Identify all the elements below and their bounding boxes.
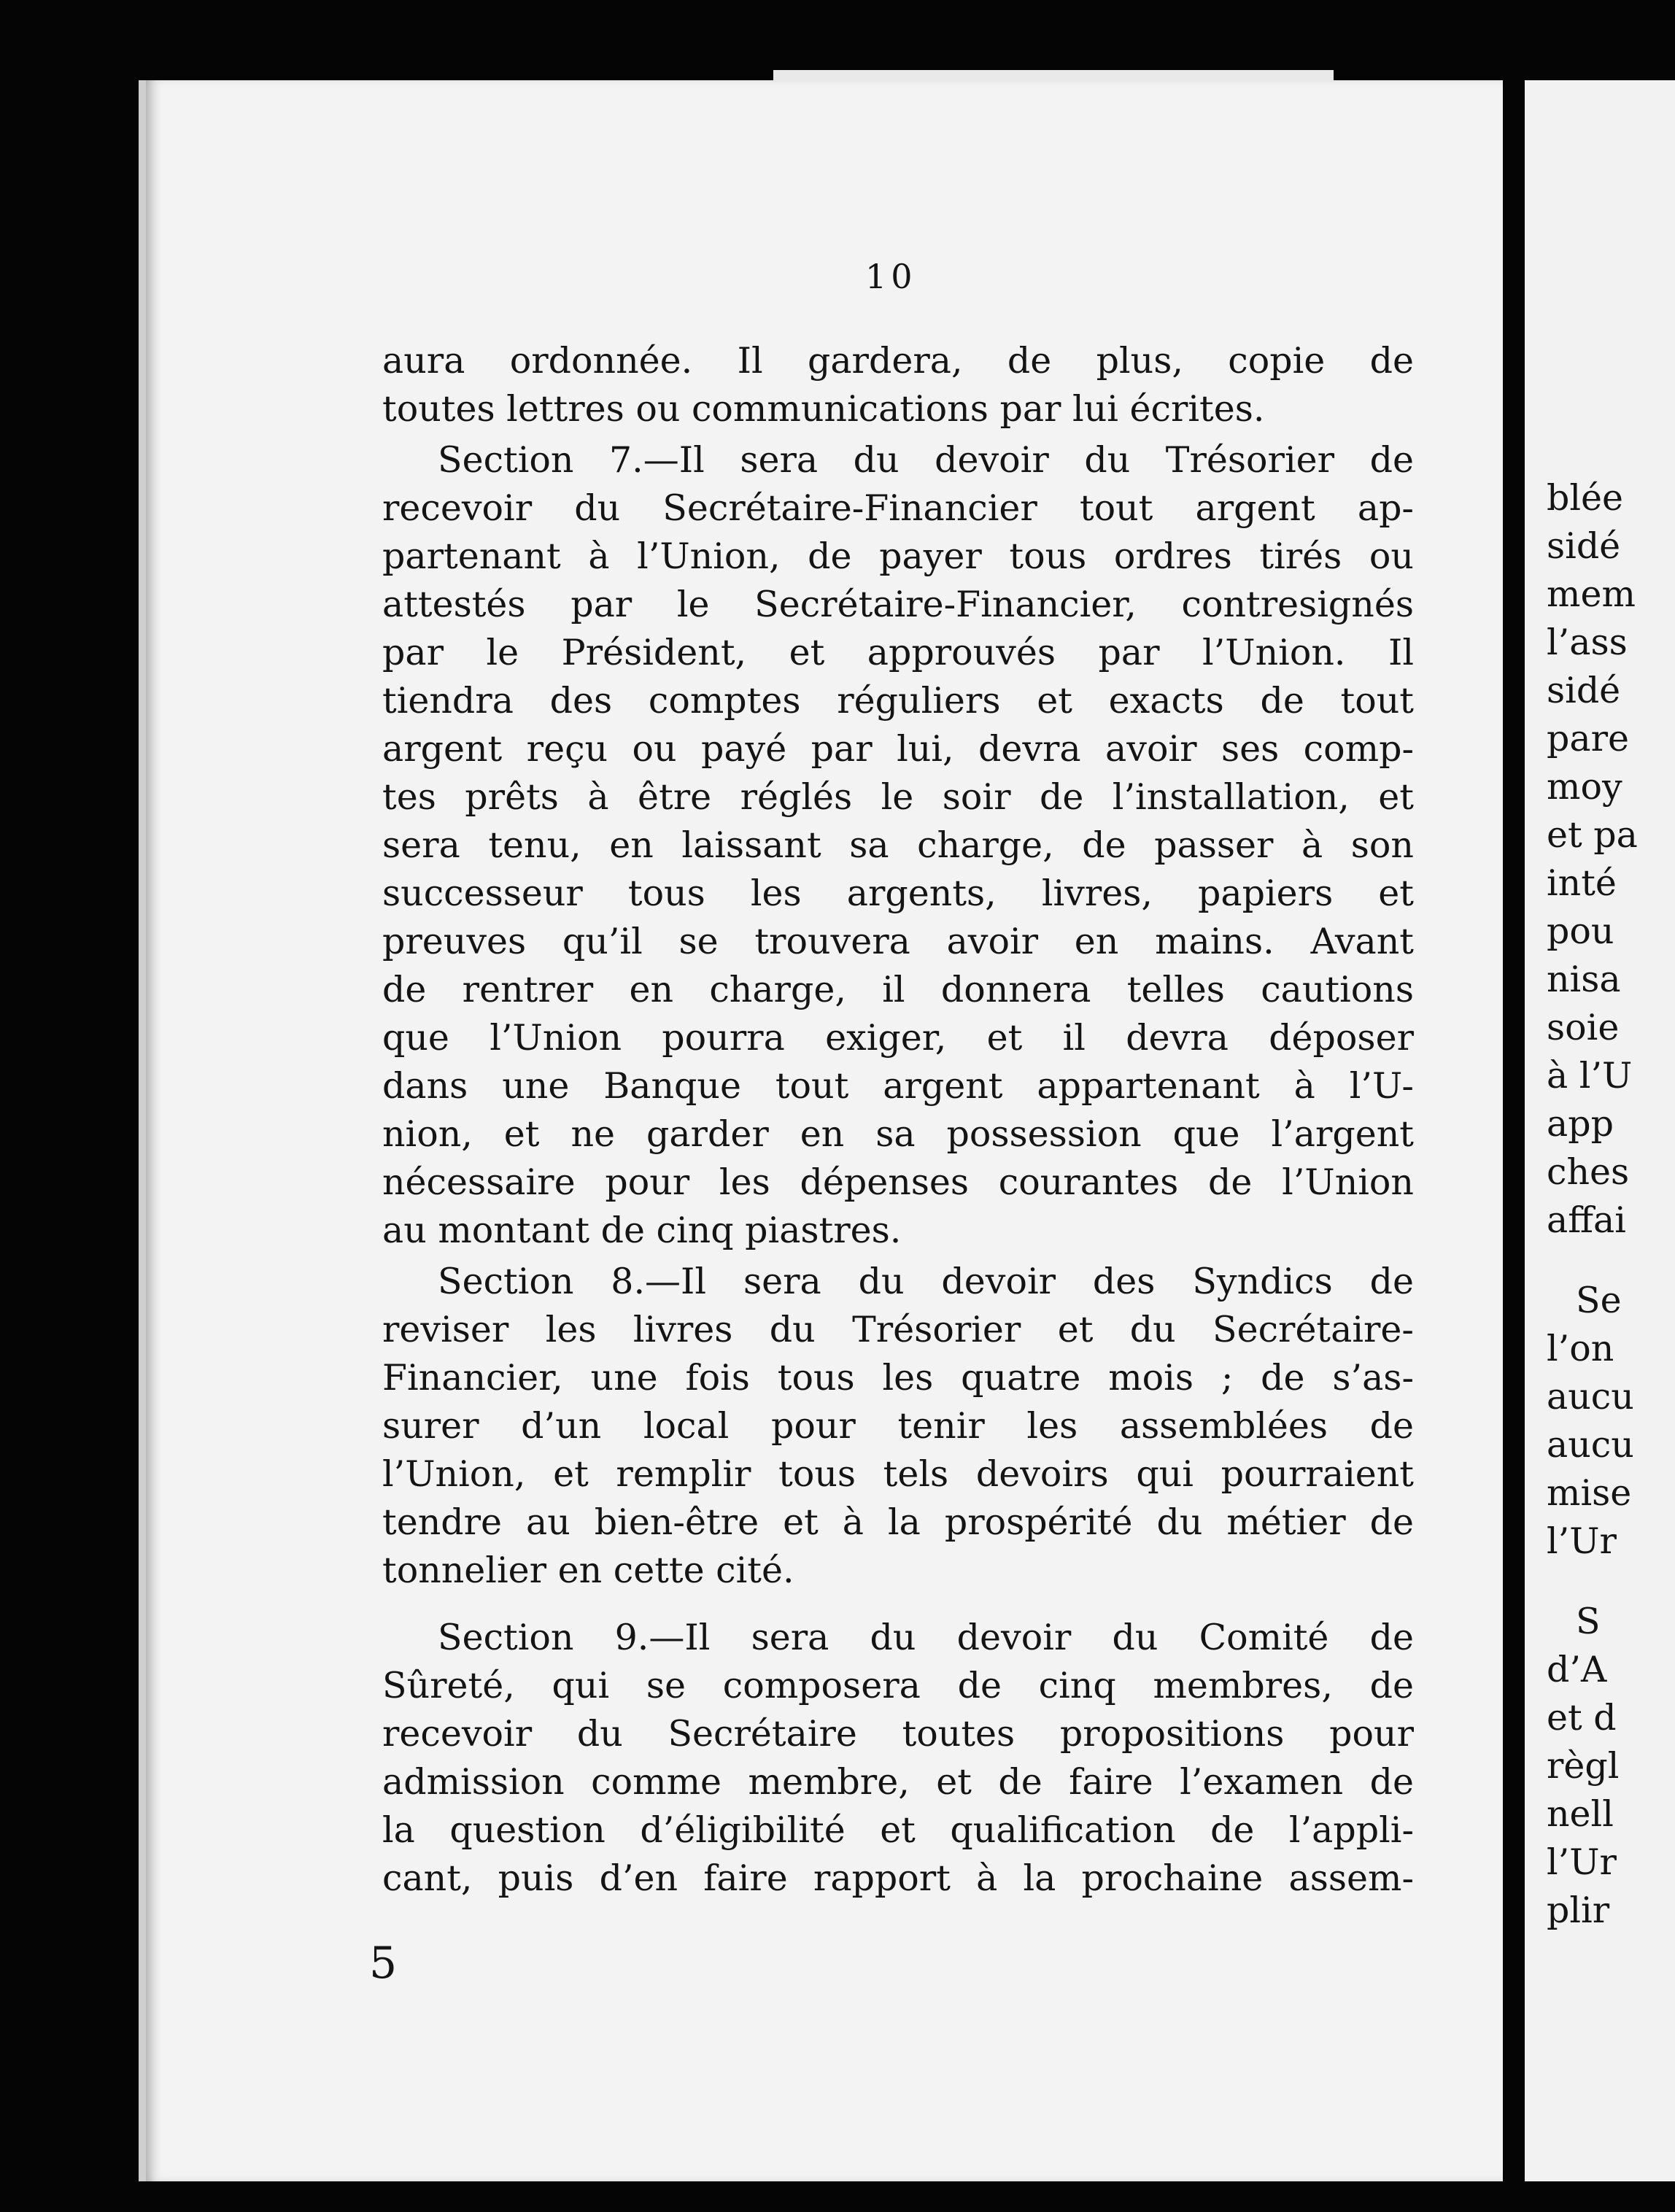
right-text-line: ches: [1547, 1151, 1630, 1193]
right-text-line: blée: [1547, 477, 1624, 519]
text-line: recevoir du Secrétaire-Financier tout argent ap-: [382, 487, 1414, 529]
text-line: successeur tous les argents, livres, papiers et: [382, 873, 1414, 914]
right-text-line: nell: [1547, 1793, 1614, 1835]
text-line: Financier, une fois tous les quatre mois ; de s’as-: [382, 1357, 1414, 1399]
text-line: nécessaire pour les dépenses courantes de l’Union: [382, 1161, 1414, 1203]
right-text-line: règl: [1547, 1745, 1620, 1787]
text-line: preuves qu’il se trouvera avoir en mains. Avant: [382, 921, 1414, 962]
text-line: argent reçu ou payé par lui, devra avoir ses comp-: [382, 728, 1414, 770]
text-line: tendre au bien-être et à la prospérité du métier de: [382, 1501, 1414, 1543]
text-line: par le Président, et approuvés par l’Union. Il: [382, 632, 1414, 673]
signature-mark: 5: [369, 1938, 398, 1989]
section-7-heading-line: Section 7.—Il sera du devoir du Trésorier de: [438, 439, 1414, 481]
text-line: recevoir du Secrétaire toutes propositions pour: [382, 1713, 1414, 1755]
right-text-line: sidé: [1547, 670, 1621, 711]
right-text-line: aucu: [1547, 1424, 1634, 1466]
text-line: tiendra des comptes réguliers et exacts de tout: [382, 680, 1414, 722]
right-text-line: app: [1547, 1103, 1614, 1145]
text-line: attestés par le Secrétaire-Financier, contresignés: [382, 584, 1414, 625]
right-text-line: affai: [1547, 1199, 1626, 1241]
right-text-line: à l’U: [1547, 1055, 1633, 1097]
right-text-line: soie: [1547, 1007, 1620, 1048]
section-8-heading-line: Section 8.—Il sera du devoir des Syndics de: [438, 1261, 1414, 1302]
right-text-line: l’on: [1547, 1328, 1614, 1369]
text-line: tonnelier en cette cité.: [382, 1550, 794, 1591]
text-line: Sûreté, qui se composera de cinq membres, de: [382, 1665, 1414, 1706]
text-line: l’Union, et remplir tous tels devoirs qui pourraient: [382, 1453, 1414, 1495]
text-line: nion, et ne garder en sa possession que l’argent: [382, 1113, 1414, 1155]
text-line: dans une Banque tout argent appartenant à l’U-: [382, 1065, 1414, 1107]
right-text-line: Se: [1576, 1280, 1622, 1321]
right-text-line: pou: [1547, 910, 1614, 952]
right-page-fragment: [1525, 80, 1675, 2181]
text-line: au montant de cinq piastres.: [382, 1210, 902, 1251]
text-line: partenant à l’Union, de payer tous ordres tirés ou: [382, 535, 1414, 577]
right-text-line: moy: [1547, 766, 1622, 808]
right-text-line: d’A: [1547, 1649, 1607, 1690]
text-line: surer d’un local pour tenir les assemblées de: [382, 1405, 1414, 1447]
right-text-line: l’ass: [1547, 622, 1628, 663]
text-line: tes prêts à être réglés le soir de l’installation, et: [382, 776, 1414, 818]
text-line: que l’Union pourra exiger, et il devra déposer: [382, 1017, 1414, 1059]
right-text-line: pare: [1547, 718, 1630, 759]
right-text-line: sidé: [1547, 525, 1621, 567]
right-text-line: mem: [1547, 573, 1636, 615]
right-text-line: aucu: [1547, 1376, 1634, 1418]
right-text-line: inté: [1547, 862, 1617, 904]
body-text: [382, 337, 1414, 1903]
text-line: sera tenu, en laissant sa charge, de passer à son: [382, 824, 1414, 866]
text-line: la question d’éligibilité et qualification de l’appli-: [382, 1809, 1414, 1851]
text-line: admission comme membre, et de faire l’examen de: [382, 1761, 1414, 1803]
right-text-line: S: [1576, 1601, 1601, 1642]
text-line: cant, puis d’en faire rapport à la prochaine assem-: [382, 1857, 1414, 1899]
section-9-heading-line: Section 9.—Il sera du devoir du Comité de: [438, 1617, 1414, 1658]
right-text-line: l’Ur: [1547, 1841, 1617, 1883]
text-line: aura ordonnée. Il gardera, de plus, copie de: [382, 340, 1414, 382]
right-text-line: mise: [1547, 1472, 1632, 1514]
right-page-text: [1525, 474, 1638, 1935]
right-text-line: et pa: [1547, 814, 1638, 856]
text-line: toutes lettres ou communications par lui écrites.: [382, 388, 1265, 430]
right-text-line: nisa: [1547, 959, 1621, 1000]
page-number: 10: [865, 257, 917, 296]
right-text-line: l’Ur: [1547, 1520, 1617, 1562]
right-text-line: plir: [1547, 1890, 1610, 1931]
right-text-line: et d: [1547, 1697, 1617, 1739]
text-line: reviser les livres du Trésorier et du Secrétaire-: [382, 1309, 1414, 1350]
text-line: de rentrer en charge, il donnera telles cautions: [382, 969, 1414, 1010]
